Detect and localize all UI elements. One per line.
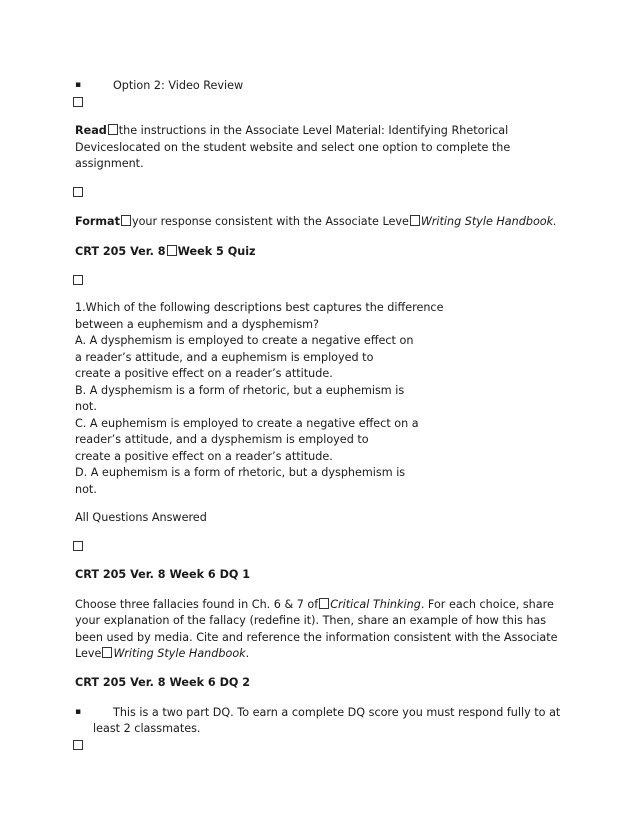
quiz-line: not. [75,483,97,496]
read-line-2: Deviceslocated on the student website and select one option to complete the [75,141,511,154]
heading-week5-quiz: CRT 205 Ver. 8 Week 5 Quiz [75,245,256,258]
quiz-line: 1.Which of the following descriptions best captures the difference [75,301,444,314]
quiz-line: B. A dysphemism is a form of rhetoric, but a euphemism is [75,384,405,397]
bullet-icon: ▪ [75,80,82,90]
quiz-line: a reader’s attitude, and a euphemism is employed to [75,351,374,364]
checkbox-placeholder-icon [73,275,83,285]
quiz-line: not. [75,400,97,413]
missing-glyph-icon [108,124,118,135]
missing-glyph-icon [121,215,131,226]
dq2-line-2: least 2 classmates. [93,722,201,735]
quiz-line: C. A euphemism is employed to create a negative effect on a [75,417,419,430]
option-2-line: Option 2: Video Review [113,79,244,92]
checkbox-placeholder-icon [73,97,83,107]
missing-glyph-icon [319,598,329,609]
missing-glyph-icon [410,215,420,226]
missing-glyph-icon [167,245,177,256]
all-questions-answered: All Questions Answered [75,511,207,524]
format-line: Format your response consistent with the Associate Leve Writing Style Handbook. [75,215,557,228]
checkbox-placeholder-icon [73,541,83,551]
dq2-line-1: This is a two part DQ. To earn a complete DQ score you must respond fully to at [113,706,561,719]
dq1-line-1: Choose three fallacies found in Ch. 6 & 7 of Critical Thinking. For each choice, share [75,598,554,611]
read-line-3: assignment. [75,157,144,170]
dq1-line-4: Leve Writing Style Handbook. [75,647,250,660]
quiz-line: reader’s attitude, and a dysphemism is employed to [75,433,369,446]
bullet-icon: ▪ [75,707,82,717]
quiz-line: A. A dysphemism is employed to create a negative effect on [75,334,414,347]
heading-dq1: CRT 205 Ver. 8 Week 6 DQ 1 [75,568,251,581]
heading-dq2: CRT 205 Ver. 8 Week 6 DQ 2 [75,676,251,689]
quiz-line: between a euphemism and a dysphemism? [75,318,319,331]
quiz-line: D. A euphemism is a form of rhetoric, but a dysphemism is [75,466,406,479]
dq1-line-3: been used by media. Cite and reference the information consistent with the Associate [75,631,558,644]
checkbox-placeholder-icon [73,740,83,750]
quiz-line: create a positive effect on a reader’s attitude. [75,367,333,380]
checkbox-placeholder-icon [73,187,83,197]
dq1-line-2: your explanation of the fallacy (redefine it). Then, share an example of how this has [75,614,547,627]
quiz-line: create a positive effect on a reader’s attitude. [75,450,333,463]
missing-glyph-icon [102,647,112,658]
read-line-1: Read the instructions in the Associate Level Material: Identifying Rhetorical [75,124,509,137]
